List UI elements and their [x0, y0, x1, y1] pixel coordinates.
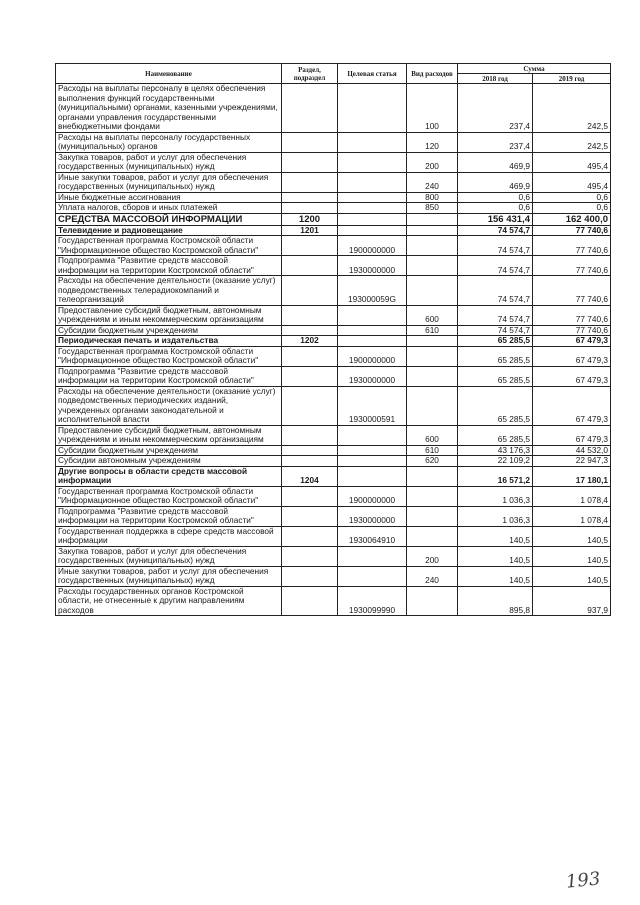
row-type: [407, 236, 458, 256]
row-name: Подпрограмма "Развитие средств массовой информации на территории Костромской области": [56, 366, 282, 386]
table-row: [56, 526, 611, 546]
table-row: [56, 456, 611, 467]
row-type: 120: [407, 132, 458, 152]
row-name: Государственная программа Костромской области "Информационное общество Костромской области": [56, 486, 282, 506]
row-target: 1900000000: [338, 346, 407, 366]
row-section: [282, 152, 338, 172]
row-section: [282, 346, 338, 366]
row-value-2019: 67 479,3: [533, 386, 611, 425]
row-type: [407, 225, 458, 236]
row-name: Иные закупки товаров, работ и услуг для обеспечения государственных (муниципальных) нужд: [56, 172, 282, 192]
row-section: [282, 546, 338, 566]
row-value-2019: 1 078,4: [533, 506, 611, 526]
row-section: [282, 445, 338, 456]
row-type: [407, 366, 458, 386]
table-row: [56, 192, 611, 203]
row-section: [282, 172, 338, 192]
row-value-2019: 1 078,4: [533, 486, 611, 506]
row-value-2019: 77 740,6: [533, 276, 611, 306]
row-value-2018: 469,9: [458, 172, 533, 192]
row-target: 1900000000: [338, 236, 407, 256]
table-row: [56, 132, 611, 152]
row-type: [407, 526, 458, 546]
row-section: [282, 456, 338, 467]
row-value-2019: 162 400,0: [533, 213, 611, 225]
table-header: [56, 64, 611, 84]
row-value-2019: 67 479,3: [533, 366, 611, 386]
row-value-2019: 17 180,1: [533, 466, 611, 486]
row-target: 1930000000: [338, 366, 407, 386]
row-name: Расходы государственных органов Костромской области, не отнесенные к другим направлениям расходов: [56, 586, 282, 616]
row-value-2019: 44 532,0: [533, 445, 611, 456]
row-value-2018: 0,6: [458, 192, 533, 203]
table-body: [56, 84, 611, 616]
table-row: [56, 213, 611, 225]
page-number: 193: [564, 868, 602, 893]
row-target: [338, 84, 407, 133]
row-type: [407, 486, 458, 506]
table-row: [56, 386, 611, 425]
row-section: 1204: [282, 466, 338, 486]
table-row: [56, 546, 611, 566]
table-row: [56, 276, 611, 306]
row-type: 610: [407, 445, 458, 456]
row-section: [282, 586, 338, 616]
row-value-2018: 74 574,7: [458, 256, 533, 276]
row-value-2019: 495,4: [533, 172, 611, 192]
row-value-2018: 74 574,7: [458, 236, 533, 256]
row-section: [282, 305, 338, 325]
table-row: [56, 366, 611, 386]
table-row: [56, 225, 611, 236]
row-name: Другие вопросы в области средств массовой информации: [56, 466, 282, 486]
row-name: Телевидение и радиовещание: [56, 225, 282, 236]
row-value-2018: 1 036,3: [458, 506, 533, 526]
row-type: [407, 336, 458, 347]
row-value-2019: 67 479,3: [533, 346, 611, 366]
row-value-2018: 140,5: [458, 546, 533, 566]
row-target: [338, 225, 407, 236]
row-section: [282, 84, 338, 133]
row-value-2018: 74 574,7: [458, 276, 533, 306]
row-target: 1930000000: [338, 256, 407, 276]
row-value-2019: 77 740,6: [533, 236, 611, 256]
row-value-2019: 77 740,6: [533, 256, 611, 276]
row-name: Расходы на выплаты персоналу государственных (муниципальных) органов: [56, 132, 282, 152]
row-section: 1202: [282, 336, 338, 347]
row-type: [407, 586, 458, 616]
row-target: [338, 305, 407, 325]
row-value-2019: 242,5: [533, 84, 611, 133]
row-value-2019: 140,5: [533, 526, 611, 546]
row-type: [407, 276, 458, 306]
row-type: [407, 466, 458, 486]
row-type: [407, 386, 458, 425]
row-value-2019: 77 740,6: [533, 225, 611, 236]
row-value-2018: 43 176,3: [458, 445, 533, 456]
row-value-2019: 0,6: [533, 203, 611, 214]
row-type: 610: [407, 325, 458, 336]
row-target: 1900000000: [338, 486, 407, 506]
row-value-2019: 77 740,6: [533, 325, 611, 336]
row-name: Закупка товаров, работ и услуг для обеспечения государственных (муниципальных) нужд: [56, 546, 282, 566]
row-section: [282, 366, 338, 386]
row-value-2018: 74 574,7: [458, 325, 533, 336]
row-section: [282, 486, 338, 506]
row-target: [338, 546, 407, 566]
row-section: [282, 506, 338, 526]
row-type: 600: [407, 425, 458, 445]
row-name: Иные бюджетные ассигнования: [56, 192, 282, 203]
row-value-2018: 65 285,5: [458, 386, 533, 425]
row-name: Уплата налогов, сборов и иных платежей: [56, 203, 282, 214]
row-value-2018: 0,6: [458, 203, 533, 214]
row-value-2018: 237,4: [458, 84, 533, 133]
row-target: [338, 152, 407, 172]
row-name: Иные закупки товаров, работ и услуг для обеспечения государственных (муниципальных) нужд: [56, 566, 282, 586]
table-row: [56, 346, 611, 366]
row-name: СРЕДСТВА МАССОВОЙ ИНФОРМАЦИИ: [56, 213, 282, 225]
row-name: Подпрограмма "Развитие средств массовой информации на территории Костромской области": [56, 256, 282, 276]
row-value-2018: 469,9: [458, 152, 533, 172]
row-target: [338, 445, 407, 456]
row-target: [338, 566, 407, 586]
row-value-2018: 895,8: [458, 586, 533, 616]
header-sum: Сумма: [458, 64, 611, 74]
row-value-2019: 77 740,6: [533, 305, 611, 325]
row-section: [282, 203, 338, 214]
table-row: [56, 256, 611, 276]
row-type: [407, 213, 458, 225]
row-name: Предоставление субсидий бюджетным, автономным учреждениям и иным некоммерческим организациям: [56, 425, 282, 445]
table-row: [56, 506, 611, 526]
row-value-2019: 242,5: [533, 132, 611, 152]
row-value-2018: 65 285,5: [458, 366, 533, 386]
row-type: 200: [407, 546, 458, 566]
row-value-2019: 0,6: [533, 192, 611, 203]
row-type: 600: [407, 305, 458, 325]
header-year-2018: 2018 год: [458, 74, 533, 84]
row-value-2018: 156 431,4: [458, 213, 533, 225]
row-target: [338, 172, 407, 192]
row-value-2019: 140,5: [533, 566, 611, 586]
row-name: Государственная программа Костромской области "Информационное общество Костромской области": [56, 236, 282, 256]
row-value-2018: 74 574,7: [458, 305, 533, 325]
row-name: Расходы на обеспечение деятельности (оказание услуг) подведомственных периодических изданий, учрежденных органами законодательной и исполнительной власти: [56, 386, 282, 425]
row-section: 1200: [282, 213, 338, 225]
row-value-2018: 140,5: [458, 526, 533, 546]
row-target: 193000059G: [338, 276, 407, 306]
header-name: Наименование: [56, 64, 282, 84]
header-target: Целевая статья: [338, 64, 407, 84]
row-name: Государственная поддержка в сфере средств массовой информации: [56, 526, 282, 546]
table-row: [56, 586, 611, 616]
row-value-2018: 237,4: [458, 132, 533, 152]
table-row: [56, 425, 611, 445]
row-name: Предоставление субсидий бюджетным, автономным учреждениям и иным некоммерческим организациям: [56, 305, 282, 325]
row-name: Подпрограмма "Развитие средств массовой информации на территории Костромской области": [56, 506, 282, 526]
row-value-2019: 140,5: [533, 546, 611, 566]
row-section: [282, 566, 338, 586]
row-value-2019: 937,9: [533, 586, 611, 616]
table-row: [56, 152, 611, 172]
row-section: [282, 425, 338, 445]
row-type: 620: [407, 456, 458, 467]
row-type: [407, 256, 458, 276]
row-name: Субсидии автономным учреждениям: [56, 456, 282, 467]
row-section: [282, 256, 338, 276]
budget-table: [55, 63, 611, 616]
row-value-2018: 65 285,5: [458, 425, 533, 445]
row-target: [338, 325, 407, 336]
row-target: [338, 425, 407, 445]
row-target: 1930099990: [338, 586, 407, 616]
row-section: [282, 236, 338, 256]
row-name: Периодическая печать и издательства: [56, 336, 282, 347]
row-value-2019: 67 479,3: [533, 336, 611, 347]
row-target: [338, 336, 407, 347]
header-year-2019: 2019 год: [533, 74, 611, 84]
row-name: Расходы на обеспечение деятельности (оказание услуг) подведомственных телерадиокомпаний и телеорганизаций: [56, 276, 282, 306]
table-row: [56, 203, 611, 214]
row-target: [338, 132, 407, 152]
row-section: [282, 276, 338, 306]
table-row: [56, 336, 611, 347]
row-target: [338, 466, 407, 486]
table-row: [56, 486, 611, 506]
row-type: [407, 506, 458, 526]
header-section: Раздел, подраздел: [282, 64, 338, 84]
row-section: [282, 192, 338, 203]
row-target: [338, 456, 407, 467]
table-row: [56, 445, 611, 456]
row-value-2018: 1 036,3: [458, 486, 533, 506]
row-value-2019: 67 479,3: [533, 425, 611, 445]
row-value-2018: 16 571,2: [458, 466, 533, 486]
table-row: [56, 325, 611, 336]
row-name: Государственная программа Костромской области "Информационное общество Костромской области": [56, 346, 282, 366]
row-type: 200: [407, 152, 458, 172]
row-target: 1930000000: [338, 506, 407, 526]
table-row: [56, 305, 611, 325]
row-target: [338, 192, 407, 203]
table-row: [56, 566, 611, 586]
row-section: [282, 325, 338, 336]
row-value-2019: 22 947,3: [533, 456, 611, 467]
row-target: 1930000591: [338, 386, 407, 425]
row-type: [407, 346, 458, 366]
row-target: [338, 213, 407, 225]
row-type: 800: [407, 192, 458, 203]
row-type: 100: [407, 84, 458, 133]
row-value-2018: 22 109,2: [458, 456, 533, 467]
row-target: 1930064910: [338, 526, 407, 546]
row-value-2018: 140,5: [458, 566, 533, 586]
row-value-2018: 74 574,7: [458, 225, 533, 236]
row-name: Расходы на выплаты персоналу в целях обеспечения выполнения функций государственными (муниципальными) органами, казенными учреждениями, органами управления государственными внебюджетными фондами: [56, 84, 282, 133]
row-value-2018: 65 285,5: [458, 346, 533, 366]
row-value-2019: 495,4: [533, 152, 611, 172]
row-section: [282, 526, 338, 546]
row-name: Субсидии бюджетным учреждениям: [56, 325, 282, 336]
table-row: [56, 172, 611, 192]
row-type: 240: [407, 566, 458, 586]
header-type: Вид расходов: [407, 64, 458, 84]
row-type: 850: [407, 203, 458, 214]
table-row: [56, 84, 611, 133]
table-row: [56, 236, 611, 256]
row-section: [282, 132, 338, 152]
row-section: 1201: [282, 225, 338, 236]
row-target: [338, 203, 407, 214]
row-name: Субсидии бюджетным учреждениям: [56, 445, 282, 456]
row-section: [282, 386, 338, 425]
row-type: 240: [407, 172, 458, 192]
row-name: Закупка товаров, работ и услуг для обеспечения государственных (муниципальных) нужд: [56, 152, 282, 172]
row-value-2018: 65 285,5: [458, 336, 533, 347]
table-row: [56, 466, 611, 486]
